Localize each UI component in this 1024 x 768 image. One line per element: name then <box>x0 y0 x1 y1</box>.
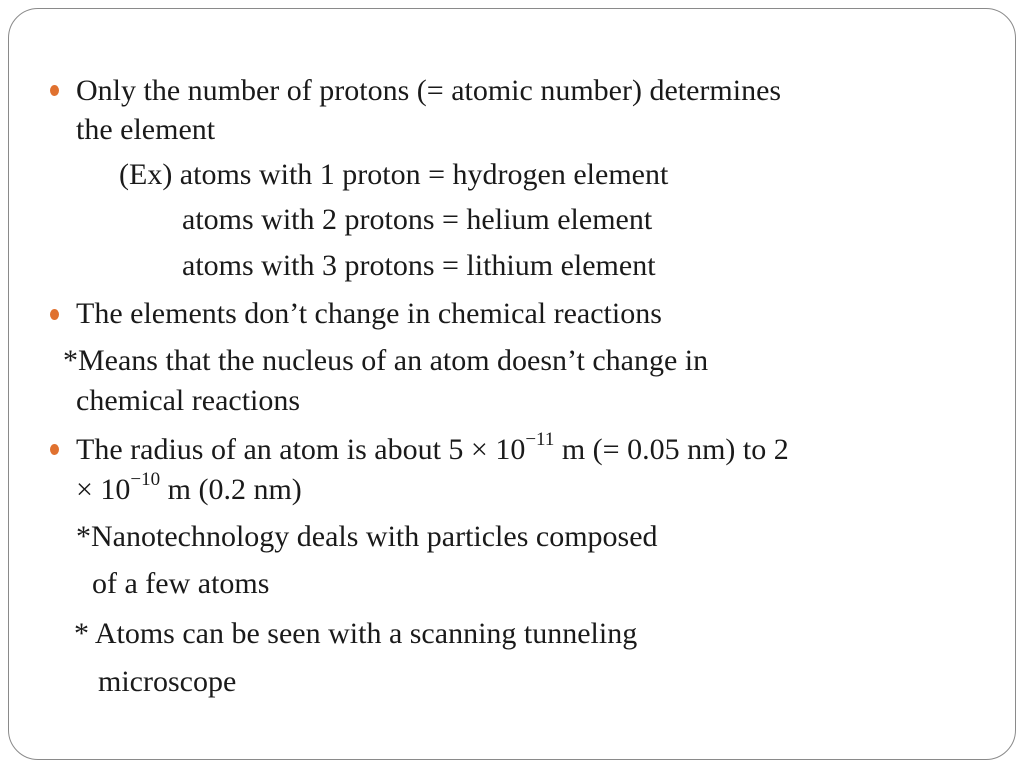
note-line-2: chemical reactions <box>76 384 301 417</box>
nanotech-line-1: *Nanotechnology deals with particles composed <box>76 520 658 553</box>
bullet-dot <box>50 85 59 96</box>
microscope-line-2: microscope <box>98 665 237 698</box>
radius-text-end: m (= 0.05 nm) to 2 <box>554 433 789 466</box>
bullet-dot <box>50 309 59 320</box>
note-line-1: *Means that the nucleus of an atom doesn’t change in <box>63 344 709 377</box>
radius-text-start: × 10 <box>76 473 131 506</box>
example-line-3: atoms with 3 protons = lithium element <box>182 249 656 282</box>
exponent: −10 <box>130 469 161 490</box>
microscope-line-1: * Atoms can be seen with a scanning tunneling <box>74 617 638 650</box>
nanotech-line-2: of a few atoms <box>92 567 270 600</box>
example-line-1: (Ex) atoms with 1 proton = hydrogen element <box>119 158 669 191</box>
example-line-2: atoms with 2 protons = helium element <box>182 203 653 236</box>
bullet-3-line-1 <box>76 429 789 468</box>
radius-text-start: The radius of an atom is about 5 × 10 <box>76 433 526 466</box>
bullet-1-line-1: Only the number of protons (= atomic number) determines <box>76 74 782 107</box>
exponent: −11 <box>525 429 555 450</box>
bullet-3-line-2 <box>76 469 302 508</box>
bullet-1-line-2: the element <box>76 113 216 146</box>
bullet-2-line-1: The elements don’t change in chemical reactions <box>76 297 662 330</box>
radius-text-end: m (0.2 nm) <box>160 473 302 506</box>
bullet-dot <box>50 444 59 455</box>
